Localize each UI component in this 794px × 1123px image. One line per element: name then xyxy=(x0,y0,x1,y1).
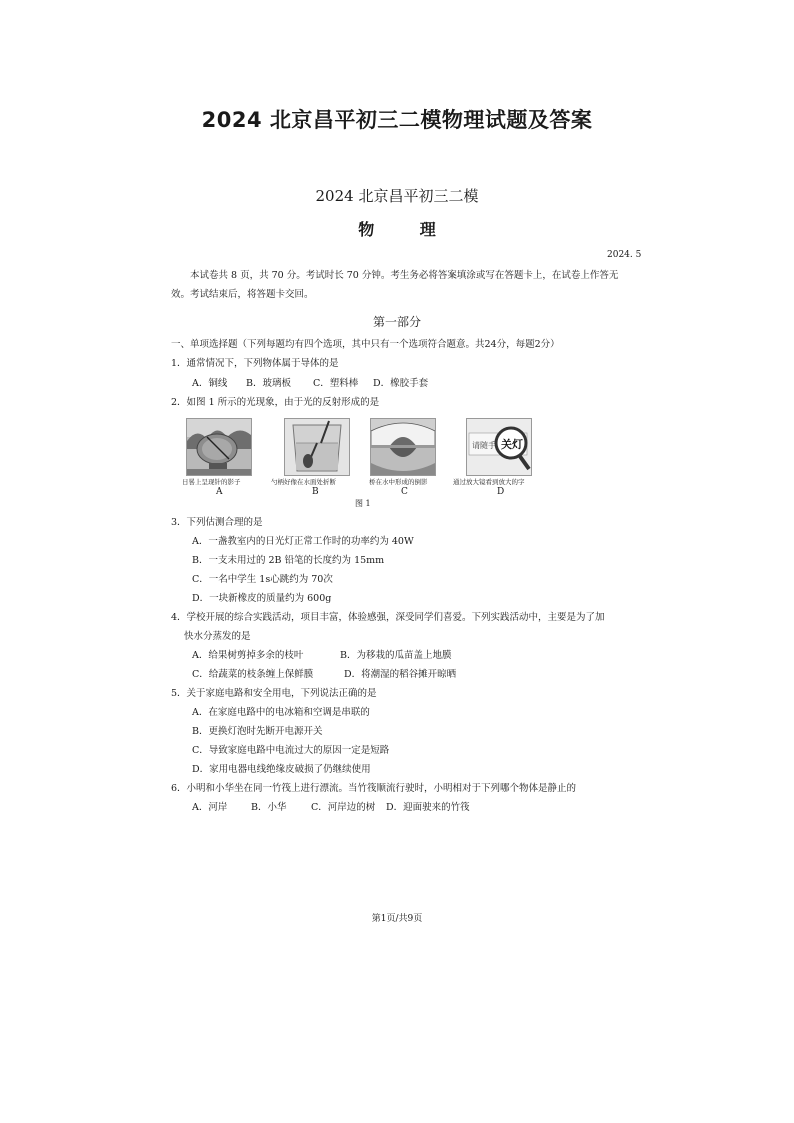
question-3-option-c: C．一名中学生 1s心跳约为 70次 xyxy=(192,574,333,585)
figure-a-sundial xyxy=(186,418,252,476)
exam-subtitle: 2024 北京昌平初三二模 xyxy=(315,187,479,205)
magnified-text: 关灯 xyxy=(501,438,523,451)
question-4-option-c: C．给蔬菜的枝条缠上保鲜膜 xyxy=(192,669,314,680)
figure-b-caption: 勺柄好像在水面处折断 xyxy=(271,478,336,486)
question-5-option-d: D．家用电器电线绝缘皮破损了仍继续使用 xyxy=(192,764,371,775)
question-1-stem: 1．通常情况下，下列物体属于导体的是 xyxy=(171,358,339,369)
question-1-option-a: A．铜线 xyxy=(192,378,228,389)
figure-c-caption: 桥在水中形成的倒影 xyxy=(369,478,428,486)
exam-date: 2024. 5 xyxy=(607,250,642,260)
exam-notice: 本试卷共 8 页，共 70 分。考试时长 70 分钟。考生务必将答案填涂或写在答题卡上，在试卷上作答无效。考试结束后，将答题卡交回。 xyxy=(171,270,619,300)
question-3-stem: 3．下列估测合理的是 xyxy=(171,517,263,528)
figure-d-caption: 通过放大镜看到放大的字 xyxy=(453,478,525,486)
figure-b-spoon-in-water xyxy=(284,418,350,476)
figure-a-caption: 日晷上呈现针的影子 xyxy=(182,478,241,486)
figure-number: 图 1 xyxy=(355,499,371,508)
question-4-option-d: D．将潮湿的稻谷摊开晾晒 xyxy=(344,669,457,680)
figure-d-magnifier xyxy=(466,418,532,476)
figure-d-label: D xyxy=(497,487,505,497)
question-4-stem: 4．学校开展的综合实践活动，项目丰富，体验感强，深受同学们喜爱。下列实践活动中，主要是为了加 xyxy=(171,612,605,623)
question-1-option-d: D．橡胶手套 xyxy=(373,378,429,389)
question-6-stem: 6．小明和小华坐在同一竹筏上进行漂流。当竹筏顺流行驶时，小明相对于下列哪个物体是静止的 xyxy=(171,783,577,794)
question-1-option-b: B．玻璃板 xyxy=(246,378,291,389)
question-5-option-c: C．导致家庭电路中电流过大的原因一定是短路 xyxy=(192,745,390,756)
subject-heading: 物 理 xyxy=(358,220,456,239)
question-5-option-a: A．在家庭电路中的电冰箱和空调是串联的 xyxy=(192,707,370,718)
page-footer: 第1页/共9页 xyxy=(371,914,423,924)
section-heading: 一、单项选择题（下列每题均有四个选项，其中只有一个选项符合题意。共24分，每题2分） xyxy=(171,339,560,350)
question-4-option-b: B．为移栽的瓜苗盖上地膜 xyxy=(340,650,452,661)
question-3-option-d: D．一块新橡皮的质量约为 600g xyxy=(192,593,332,604)
question-4-stem-continued: 快水分蒸发的是 xyxy=(184,631,251,642)
question-6-option-d: D．迎面驶来的竹筏 xyxy=(386,802,470,813)
question-4-option-a: A．给果树剪掉多余的枝叶 xyxy=(192,650,304,661)
figure-a-label: A xyxy=(216,487,223,497)
question-5-option-b: B．更换灯泡时先断开电源开关 xyxy=(192,726,323,737)
figure-c-bridge-reflection xyxy=(370,418,436,476)
figure-c-label: C xyxy=(401,487,408,497)
question-6-option-c: C．河岸边的树 xyxy=(311,802,376,813)
document-title: 2024 北京昌平初三二模物理试题及答案 xyxy=(201,108,593,132)
part-title: 第一部分 xyxy=(372,315,421,329)
question-3-option-b: B．一支未用过的 2B 铅笔的长度约为 15mm xyxy=(192,555,385,566)
question-3-option-a: A．一盏教室内的日光灯正常工作时的功率约为 40W xyxy=(192,536,414,547)
question-6-option-a: A．河岸 xyxy=(192,802,228,813)
figure-b-label: B xyxy=(312,487,319,497)
question-2-stem: 2．如图 1 所示的光现象，由于光的反射形成的是 xyxy=(171,397,380,408)
question-6-option-b: B．小华 xyxy=(251,802,287,813)
question-1-option-c: C．塑料棒 xyxy=(313,378,359,389)
svg-text:请随手: 请随手 xyxy=(472,441,496,450)
question-5-stem: 5．关于家庭电路和安全用电，下列说法正确的是 xyxy=(171,688,377,699)
